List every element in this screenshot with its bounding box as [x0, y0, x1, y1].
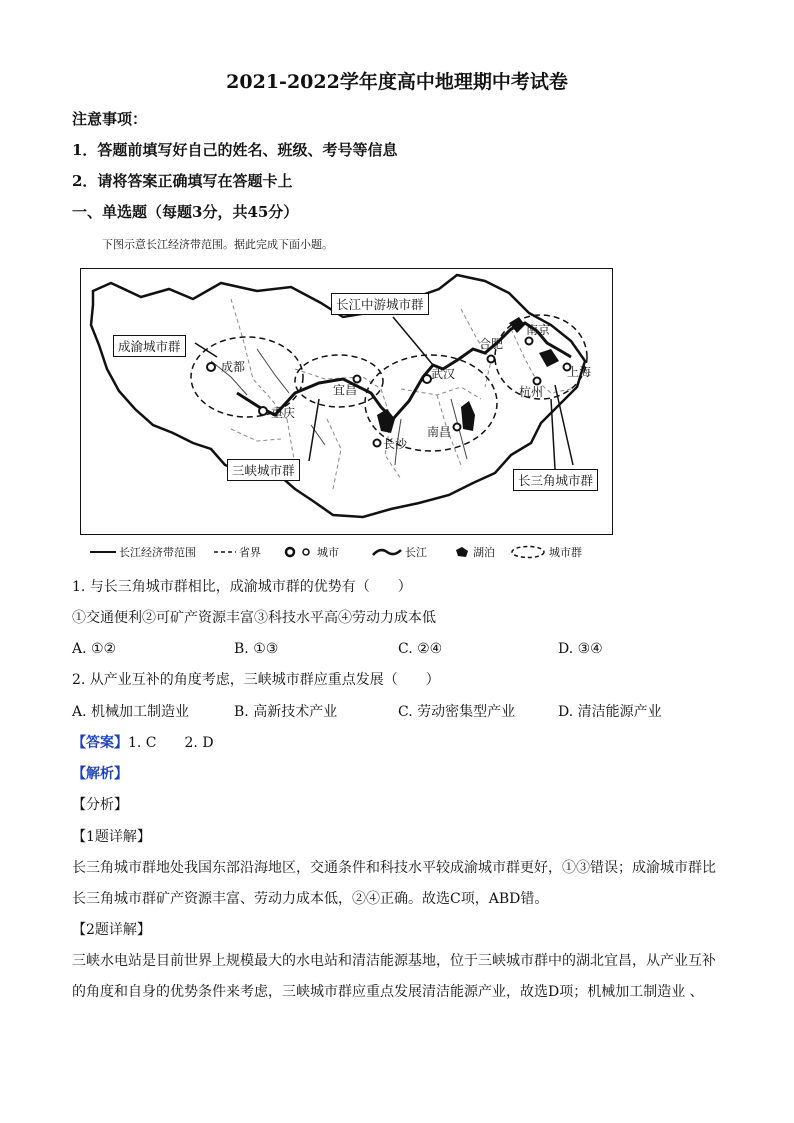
- detail2-line-1: 三峡水电站是目前世界上规模最大的水电站和清洁能源基地，位于三峡城市群中的湖北宜昌，从产业互补: [72, 953, 716, 969]
- lake-poyang: [461, 401, 475, 431]
- q2-option-b: B. 高新技术产业: [234, 704, 338, 720]
- lake-icon: [454, 546, 470, 558]
- section-heading: 一、单选题（每题3分，共45分）: [72, 203, 299, 221]
- legend-label: 城市: [317, 546, 339, 559]
- notice-item-2: 2．请将答案正确填写在答题卡上: [72, 172, 293, 190]
- notice-heading: 注意事项：: [72, 110, 148, 128]
- legend-label: 省界: [239, 546, 261, 559]
- map-city-label: 杭州: [519, 385, 544, 399]
- legend-label: 长江: [405, 546, 427, 559]
- detail1-line-2: 长三角城市群矿产资源丰富、劳动力成本低，②④正确。故选C项，ABD错。: [72, 891, 549, 907]
- legend-label: 湖泊: [473, 546, 495, 559]
- legend-item-citygroup: [510, 544, 582, 560]
- q2-stem: 2. 从产业互补的角度考虑，三峡城市群应重点发展（ ）: [72, 672, 440, 688]
- detail2-heading: 【2题详解】: [72, 922, 151, 938]
- question-intro: 下图示意长江经济带范围。据此完成下面小题。: [102, 238, 333, 251]
- detail1-heading: 【1题详解】: [72, 829, 151, 845]
- legend-item-province: [214, 544, 261, 560]
- q2-option-d: D. 清洁能源产业: [558, 704, 662, 720]
- yangtze-economic-belt-map: [80, 268, 613, 535]
- legend-item-boundary: [90, 544, 196, 560]
- q1-stem: 1. 与长三角城市群相比，成渝城市群的优势有（ ）: [72, 579, 412, 595]
- exam-title: 2021-2022学年度高中地理期中考试卷: [226, 71, 568, 93]
- map-city-label: 武汉: [431, 367, 456, 381]
- q1-option-b: B. ①③: [234, 641, 279, 657]
- analysis-heading: 【解析】: [72, 766, 128, 782]
- answer-value: 1. C 2. D: [128, 735, 214, 751]
- q2-option-a: A. 机械加工制造业: [72, 704, 190, 720]
- detail1-line-1: 长三角城市群地处我国东部沿海地区，交通条件和科技水平较成渝城市群更好，①③错误；成渝城市群比: [72, 860, 716, 876]
- answer-line: [72, 734, 214, 752]
- map-city-label: 合肥: [479, 337, 504, 351]
- map-city-label: 宜昌: [333, 383, 358, 397]
- q1-option-a: A. ①②: [72, 641, 117, 657]
- lake-taihu: [539, 349, 559, 367]
- notice-item-1: 1．答题前填写好自己的姓名、班级、考号等信息: [72, 141, 398, 159]
- group-label-three-gorges: 三峡城市群: [227, 459, 300, 481]
- fenxi-heading: 【分析】: [72, 797, 128, 813]
- group-label-chengyu: 成渝城市群: [113, 335, 186, 357]
- map-city-label: 南京: [526, 323, 551, 337]
- map-city-label: 成都: [221, 360, 246, 374]
- legend-label: 长江经济带范围: [119, 546, 196, 559]
- legend-item-city: [284, 544, 339, 560]
- legend-item-lake: [454, 544, 495, 560]
- detail2-line-2: 的角度和自身的优势条件来考虑，三峡城市群应重点发展清洁能源产业，故选D项；机械加工制造业 、: [72, 984, 704, 1000]
- map-city-label: 重庆: [271, 406, 296, 420]
- group-label-middle-yangtze: 长江中游城市群: [331, 293, 429, 315]
- river-line-icon: [372, 546, 402, 558]
- q2-option-c: C. 劳动密集型产业: [398, 704, 516, 720]
- q1-option-c: C. ②④: [398, 641, 443, 657]
- solid-line-icon: [90, 547, 116, 557]
- group-label-yangtze-delta: 长三角城市群: [513, 469, 598, 491]
- lake-dongting: [377, 409, 395, 433]
- dashed-line-icon: [214, 547, 236, 557]
- q1-statements: ①交通便利②可矿产资源丰富③科技水平高④劳动力成本低: [72, 610, 436, 626]
- legend-label: 城市群: [549, 546, 582, 559]
- q1-option-d: D. ③④: [558, 641, 603, 657]
- city-circle-icon: [284, 546, 314, 558]
- answer-key: 【答案】: [72, 735, 128, 751]
- map-city-label: 南昌: [427, 425, 452, 439]
- map-legend: [90, 544, 610, 562]
- map-city-label: 长沙: [383, 437, 408, 451]
- legend-item-river: [372, 544, 427, 560]
- map-city-label: 上海: [567, 365, 592, 379]
- dashed-ellipse-icon: [510, 545, 546, 559]
